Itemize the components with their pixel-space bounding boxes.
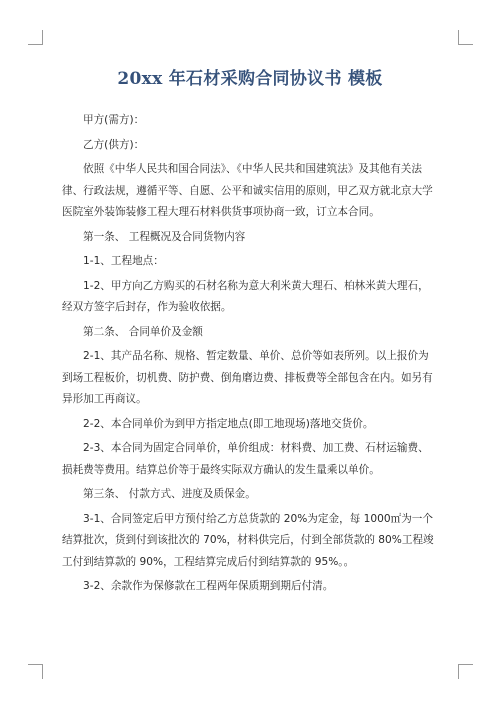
party-a-line: 甲方(需方)： (83, 114, 145, 126)
article-2-heading: 第二条、 合同单价及金额 (83, 325, 203, 338)
clause-3-2: 3-2、余款作为保修款在工程两年保质期到期后付清。 (83, 580, 334, 592)
crop-mark-top-left (28, 30, 43, 45)
article-1-heading: 第一条、 工程概况及合同货物内容 (83, 230, 246, 243)
preamble-paragraph: 依照《中华人民共和国合同法》、《中华人民共和国建筑法》及其他有关法律、行政法规，遵循平等、自愿、公平和诚实信用的原则，甲乙双方就北京大学医院室外装饰装修工程大理石材料供货事项协商一致，订立本合同。 (62, 163, 433, 218)
clause-2-1: 2-1、其产品名称、规格、暂定数量、单价、总价等如表所列。以上报价为到场工程板价，切机费、防护费、倒角磨边费、排板费等全部包含在内。如另有异形加工再商议。 (62, 350, 433, 405)
party-b-line: 乙方(供方)： (83, 138, 145, 151)
crop-mark-bottom-right (458, 664, 473, 679)
clause-3-1: 3-1、合同签定后甲方预付给乙方总货款的 20%为定金，每 1000㎡为一个结算批次，货到付到该批次的 70%，材料供完后，付到全部货款的 80%工程竣工付到结算款的 90%，工程结算完成后付到结算款的 95%。。 (62, 512, 434, 568)
crop-mark-bottom-left (28, 664, 43, 679)
document-title: 20xx 年石材采购合同协议书 模板 (117, 69, 383, 89)
crop-mark-top-right (458, 30, 473, 45)
clause-1-2: 1-2、甲方向乙方购买的石材名称为意大利米黄大理石、柏林米黄大理石，经双方签字后封存，作为验收依据。 (62, 279, 429, 313)
clause-2-2: 2-2、本合同单价为到甲方指定地点(即工地现场)落地交货价。 (83, 417, 374, 430)
clause-1-1: 1-1、工程地点： (83, 255, 164, 267)
clause-2-3: 2-3、本合同为固定合同单价，单价组成：材料费、加工费、石材运输费、损耗费等费用。结算总价等于最终实际双方确认的发生量乘以单价。 (62, 442, 429, 476)
article-3-heading: 第三条、 付款方式、进度及质保金。 (83, 488, 256, 500)
document-body (62, 110, 438, 598)
